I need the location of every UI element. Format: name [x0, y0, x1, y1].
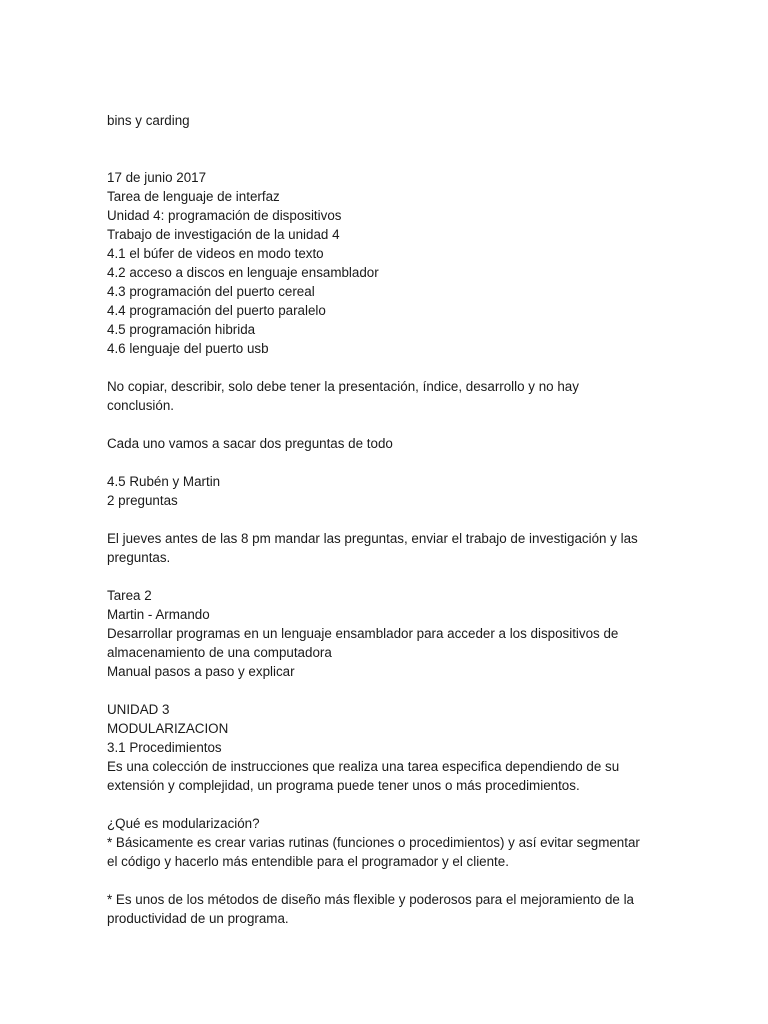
- topic-line: 4.1 el búfer de videos en modo texto: [107, 246, 324, 261]
- paragraph-line: preguntas.: [107, 550, 171, 565]
- paragraph-line: 2 preguntas: [107, 493, 178, 508]
- doc-title: bins y carding: [107, 113, 190, 128]
- topic-line: 4.2 acceso a discos en lenguaje ensamblador: [107, 265, 379, 280]
- paragraph-line: 4.5 Rubén y Martin: [107, 474, 221, 489]
- subsection-heading: 3.1 Procedimientos: [107, 740, 222, 755]
- paragraph-line: Desarrollar programas en un lenguaje ensamblador para acceder a los dispositivos de: [107, 626, 619, 641]
- paragraph-line: conclusión.: [107, 398, 174, 413]
- spacer: [107, 415, 667, 434]
- paragraph-line: * Básicamente es crear varias rutinas (funciones o procedimientos) y así evitar segmentar: [107, 835, 640, 850]
- header-line: Unidad 4: programación de dispositivos: [107, 208, 342, 223]
- spacer: [107, 453, 667, 472]
- paragraph-line: Martin - Armando: [107, 607, 210, 622]
- paragraph-line: extensión y complejidad, un programa puede tener unos o más procedimientos.: [107, 778, 580, 793]
- section-heading: MODULARIZACION: [107, 721, 229, 736]
- paragraph-line: productividad de un programa.: [107, 911, 289, 926]
- doc-date: 17 de junio 2017: [107, 170, 207, 185]
- spacer: [107, 681, 667, 700]
- document-page: [107, 111, 667, 928]
- topic-line: 4.4 programación del puerto paralelo: [107, 303, 326, 318]
- spacer: [107, 795, 667, 814]
- paragraph-line: Es una colección de instrucciones que realiza una tarea especifica dependiendo de su: [107, 759, 620, 774]
- header-line: Tarea de lenguaje de interfaz: [107, 189, 280, 204]
- spacer: [107, 130, 667, 168]
- spacer: [107, 358, 667, 377]
- topic-line: 4.3 programación del puerto cereal: [107, 284, 315, 299]
- paragraph-line: el código y hacerlo más entendible para el programador y el cliente.: [107, 854, 509, 869]
- spacer: [107, 510, 667, 529]
- header-line: Trabajo de investigación de la unidad 4: [107, 227, 340, 242]
- topic-line: 4.6 lenguaje del puerto usb: [107, 341, 269, 356]
- paragraph-line: El jueves antes de las 8 pm mandar las preguntas, enviar el trabajo de investigación y las: [107, 531, 638, 546]
- spacer: [107, 871, 667, 890]
- paragraph-line: Cada uno vamos a sacar dos preguntas de todo: [107, 436, 393, 451]
- topic-line: 4.5 programación hibrida: [107, 322, 256, 337]
- paragraph-line: No copiar, describir, solo debe tener la presentación, índice, desarrollo y no hay: [107, 379, 579, 394]
- section-heading: UNIDAD 3: [107, 702, 170, 717]
- paragraph-line: almacenamiento de una computadora: [107, 645, 332, 660]
- paragraph-line: Manual pasos a paso y explicar: [107, 664, 295, 679]
- paragraph-line: Tarea 2: [107, 588, 152, 603]
- question-line: ¿Qué es modularización?: [107, 816, 260, 831]
- paragraph-line: * Es unos de los métodos de diseño más flexible y poderosos para el mejoramiento de la: [107, 892, 634, 907]
- spacer: [107, 567, 667, 586]
